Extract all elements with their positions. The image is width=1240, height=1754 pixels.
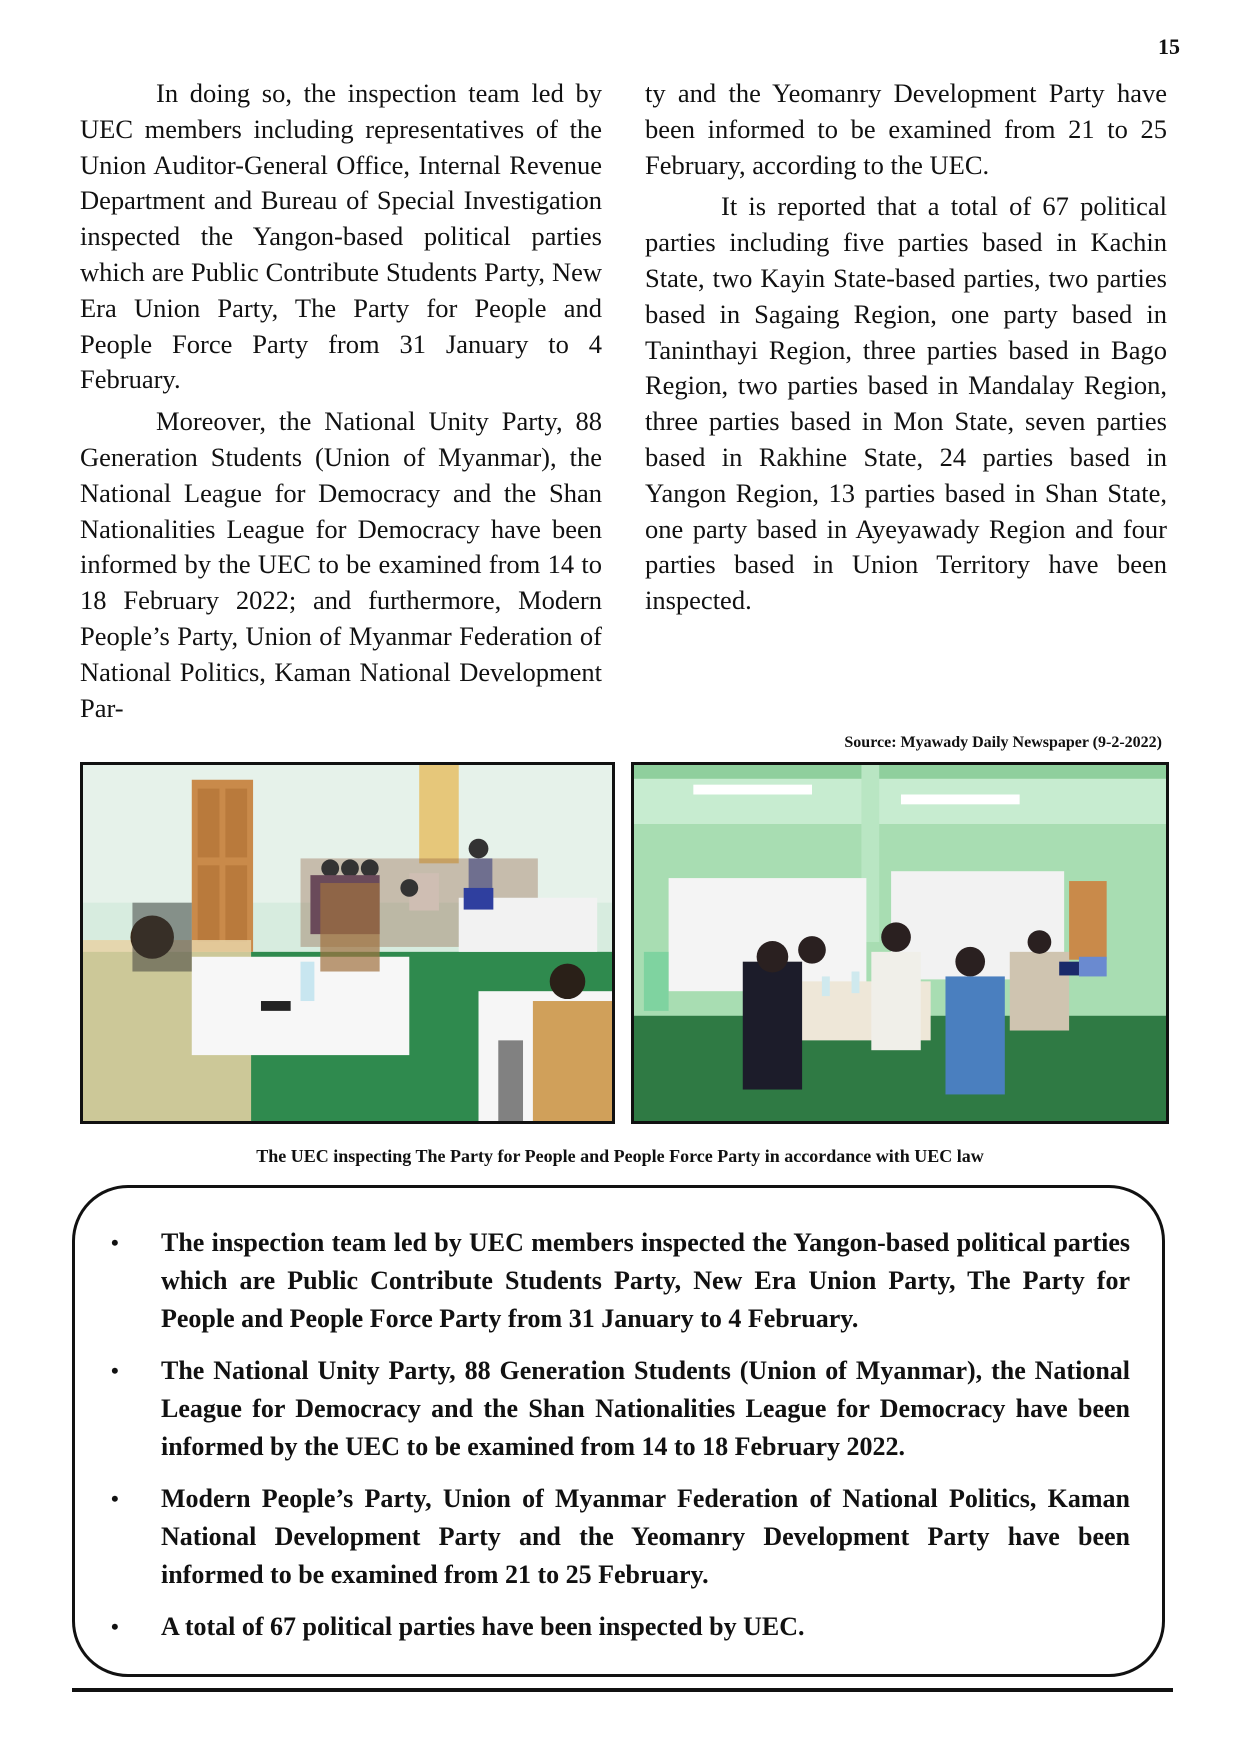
bullet-icon: • (111, 1358, 119, 1383)
bullet-icon: • (111, 1486, 119, 1511)
bullet-icon: • (111, 1614, 119, 1639)
summary-list (101, 1224, 1130, 1646)
summary-item-text: The inspection team led by UEC members inspected the Yangon-based political parties which are Public Contribute Students Party, New Era Union Party, The Party for People and People Force Party from 31 January to 4 February. (161, 1228, 1130, 1333)
source-credit: Source: Myawady Daily Newspaper (9-2-2022) (844, 734, 1162, 751)
summary-item (101, 1480, 1130, 1594)
summary-item-text: Modern People’s Party, Union of Myanmar Federation of National Politics, Kaman National Development Party and the Yeomanry Development Party have been informed to be examined from 21 to 25 February. (161, 1484, 1130, 1589)
bottom-rule (72, 1688, 1173, 1692)
photo-uec-inspection-hall (631, 762, 1169, 1124)
summary-item (101, 1224, 1130, 1338)
article-paragraph: It is reported that a total of 67 political parties including five parties based in Kachin State, two Kayin State-based parties, two parties based in Sagaing Region, one party based in Taninthayi Region, three parties based in Bago Region, two parties based in Mandalay Region, three parties based in Mon State, seven parties based in Rakhine State, 24 parties based in Yangon Region, 13 parties based in Shan State, one party based in Ayeyawady Region and four parties based in Union Territory have been inspected. (645, 191, 1167, 616)
summary-item (101, 1608, 1130, 1646)
page-number: 15 (1158, 34, 1180, 59)
article-left-column (80, 76, 602, 732)
article-paragraph: Moreover, the National Unity Party, 88 Generation Students (Union of Myanmar), the National League for Democracy and the Shan Nationalities League for Democracy have been informed by the UEC to be examined from 14 to 18 February 2022; and furthermore, Modern People’s Party, Union of Myanmar Federation of National Politics, Kaman National Development Par- (80, 406, 602, 723)
article-paragraph: ty and the Yeomanry Development Party have been informed to be examined from 21 to 25 February, according to the UEC. (645, 78, 1167, 180)
summary-box (72, 1185, 1165, 1677)
article-paragraph: In doing so, the inspection team led by UEC members including representatives of the Union Auditor-General Office, Internal Revenue Department and Bureau of Special Investigation inspected the Yangon-based political parties which are Public Contribute Students Party, New Era Union Party, The Party for People and People Force Party from 31 January to 4 February. (80, 78, 602, 395)
summary-item-text: The National Unity Party, 88 Generation Students (Union of Myanmar), the National League for Democracy and the Shan Nationalities League for Democracy have been informed by the UEC to be examined from 14 to 18 February 2022. (161, 1356, 1130, 1461)
photo-uec-inspection-meeting-room (80, 762, 615, 1124)
article-right-column (645, 76, 1167, 625)
bullet-icon: • (111, 1230, 119, 1255)
summary-item-text: A total of 67 political parties have been inspected by UEC. (161, 1612, 805, 1641)
summary-item (101, 1352, 1130, 1466)
photo-caption: The UEC inspecting The Party for People and People Force Party in accordance with UEC law (256, 1146, 984, 1166)
